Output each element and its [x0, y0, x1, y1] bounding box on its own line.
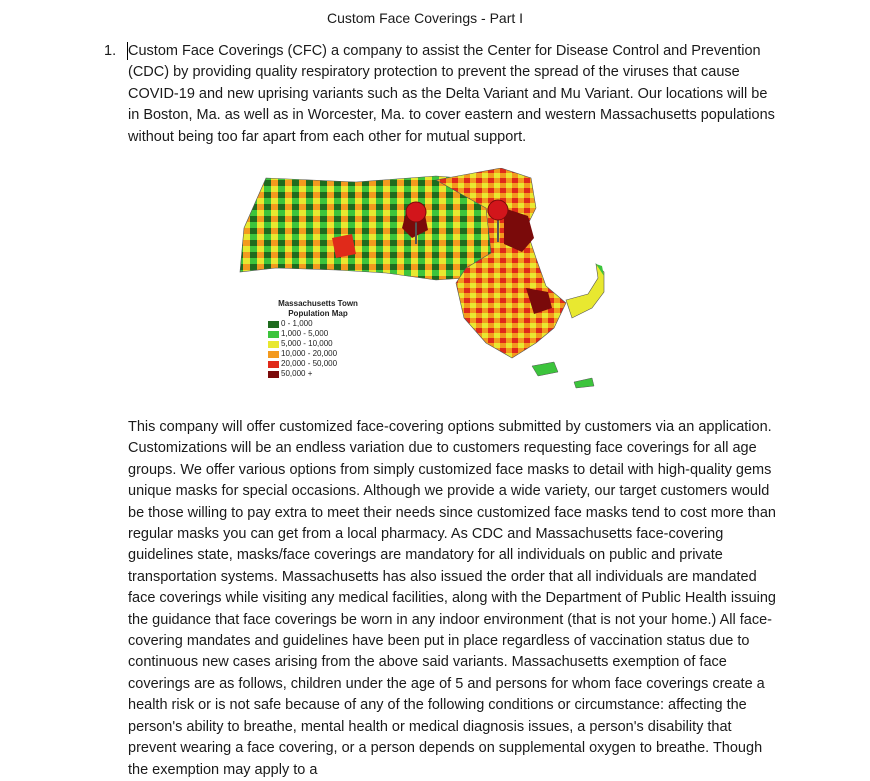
document-title: Custom Face Coverings - Part I: [326, 10, 524, 26]
springfield-area: [332, 234, 356, 258]
paragraph-intro: Custom Face Coverings (CFC) a company to assist the Center for Disease Control and Prevention (CDC) by providing quality respiratory protection to prevent the spread of the viruses that cause COVID-19 and new uprising variants such as the Delta Variant and Mu Variant. Our locations will be in Boston, Ma. as well as in Worcester, Ma. to cover eastern and western Massachusetts populations without being too far apart from each other for mutual support.: [128, 43, 775, 145]
legend-swatch: [268, 341, 279, 348]
legend-swatch: [268, 371, 279, 378]
legend-swatch: [268, 321, 279, 328]
legend-label: 50,000 +: [281, 369, 313, 378]
legend-label: 10,000 - 20,000: [281, 349, 338, 358]
paragraph-company-description: This company will offer customized face-covering options submitted by customers via an application. Customizations will be an endless variation due to customers requesting face coverings for all age groups. We offer various options from simply customized face masks to detail with high-quality gems unique masks for special occasions. Although we provide a wide variety, our target customers would be those willing to pay extra to meet their needs since customized face masks tend to cost more than regular masks you can get from a local pharmacy. As CDC and Massachusetts face-covering guidelines state, masks/face coverings are mandatory for all individuals on public and private transportation systems. Massachusetts has also issued the order that all individuals are mandated face coverings while visiting any medical facilities, along with the Department of Public Health issuing the guidance that face coverings be worn in any indoor environment (that is not your home.) All face-covering mandates and guidelines have been put in place regardless of vaccination status due to continuous new cases arising from the above said variants. Massachusetts exemption of face coverings are as follows, children under the age of 5 and persons for whom face coverings create a health risk or is not safe because of any of the following conditions or circumstance: affecting the person's ability to breathe, mental health or medical diagnosis issues, a person's disability that prevent wearing a face covering, or a person depends on supplemental oxygen to breathe. Though the exemption may apply to a: [128, 419, 776, 778]
map-legend: [268, 299, 388, 379]
marthas-vineyard: [532, 362, 558, 376]
boston-pin-icon: [488, 200, 508, 220]
legend-label: 5,000 - 10,000: [281, 339, 333, 348]
legend-item: [268, 339, 388, 349]
legend-item: [268, 359, 388, 369]
list-number: 1.: [104, 43, 117, 59]
legend-title-line1: Massachusetts Town: [278, 299, 358, 308]
legend-item: [268, 329, 388, 339]
legend-item: [268, 349, 388, 359]
worcester-pin-icon: [406, 202, 426, 222]
legend-item: [268, 369, 388, 379]
legend-swatch: [268, 361, 279, 368]
legend-swatch: [268, 331, 279, 338]
legend-label: 0 - 1,000: [281, 319, 313, 328]
legend-item: [268, 319, 388, 329]
massachusetts-population-map: [236, 168, 616, 392]
nantucket: [574, 378, 594, 388]
cape-cod: [566, 264, 604, 318]
legend-title-line2: Population Map: [288, 309, 348, 318]
legend-label: 20,000 - 50,000: [281, 359, 338, 368]
legend-swatch: [268, 351, 279, 358]
legend-label: 1,000 - 5,000: [281, 329, 329, 338]
